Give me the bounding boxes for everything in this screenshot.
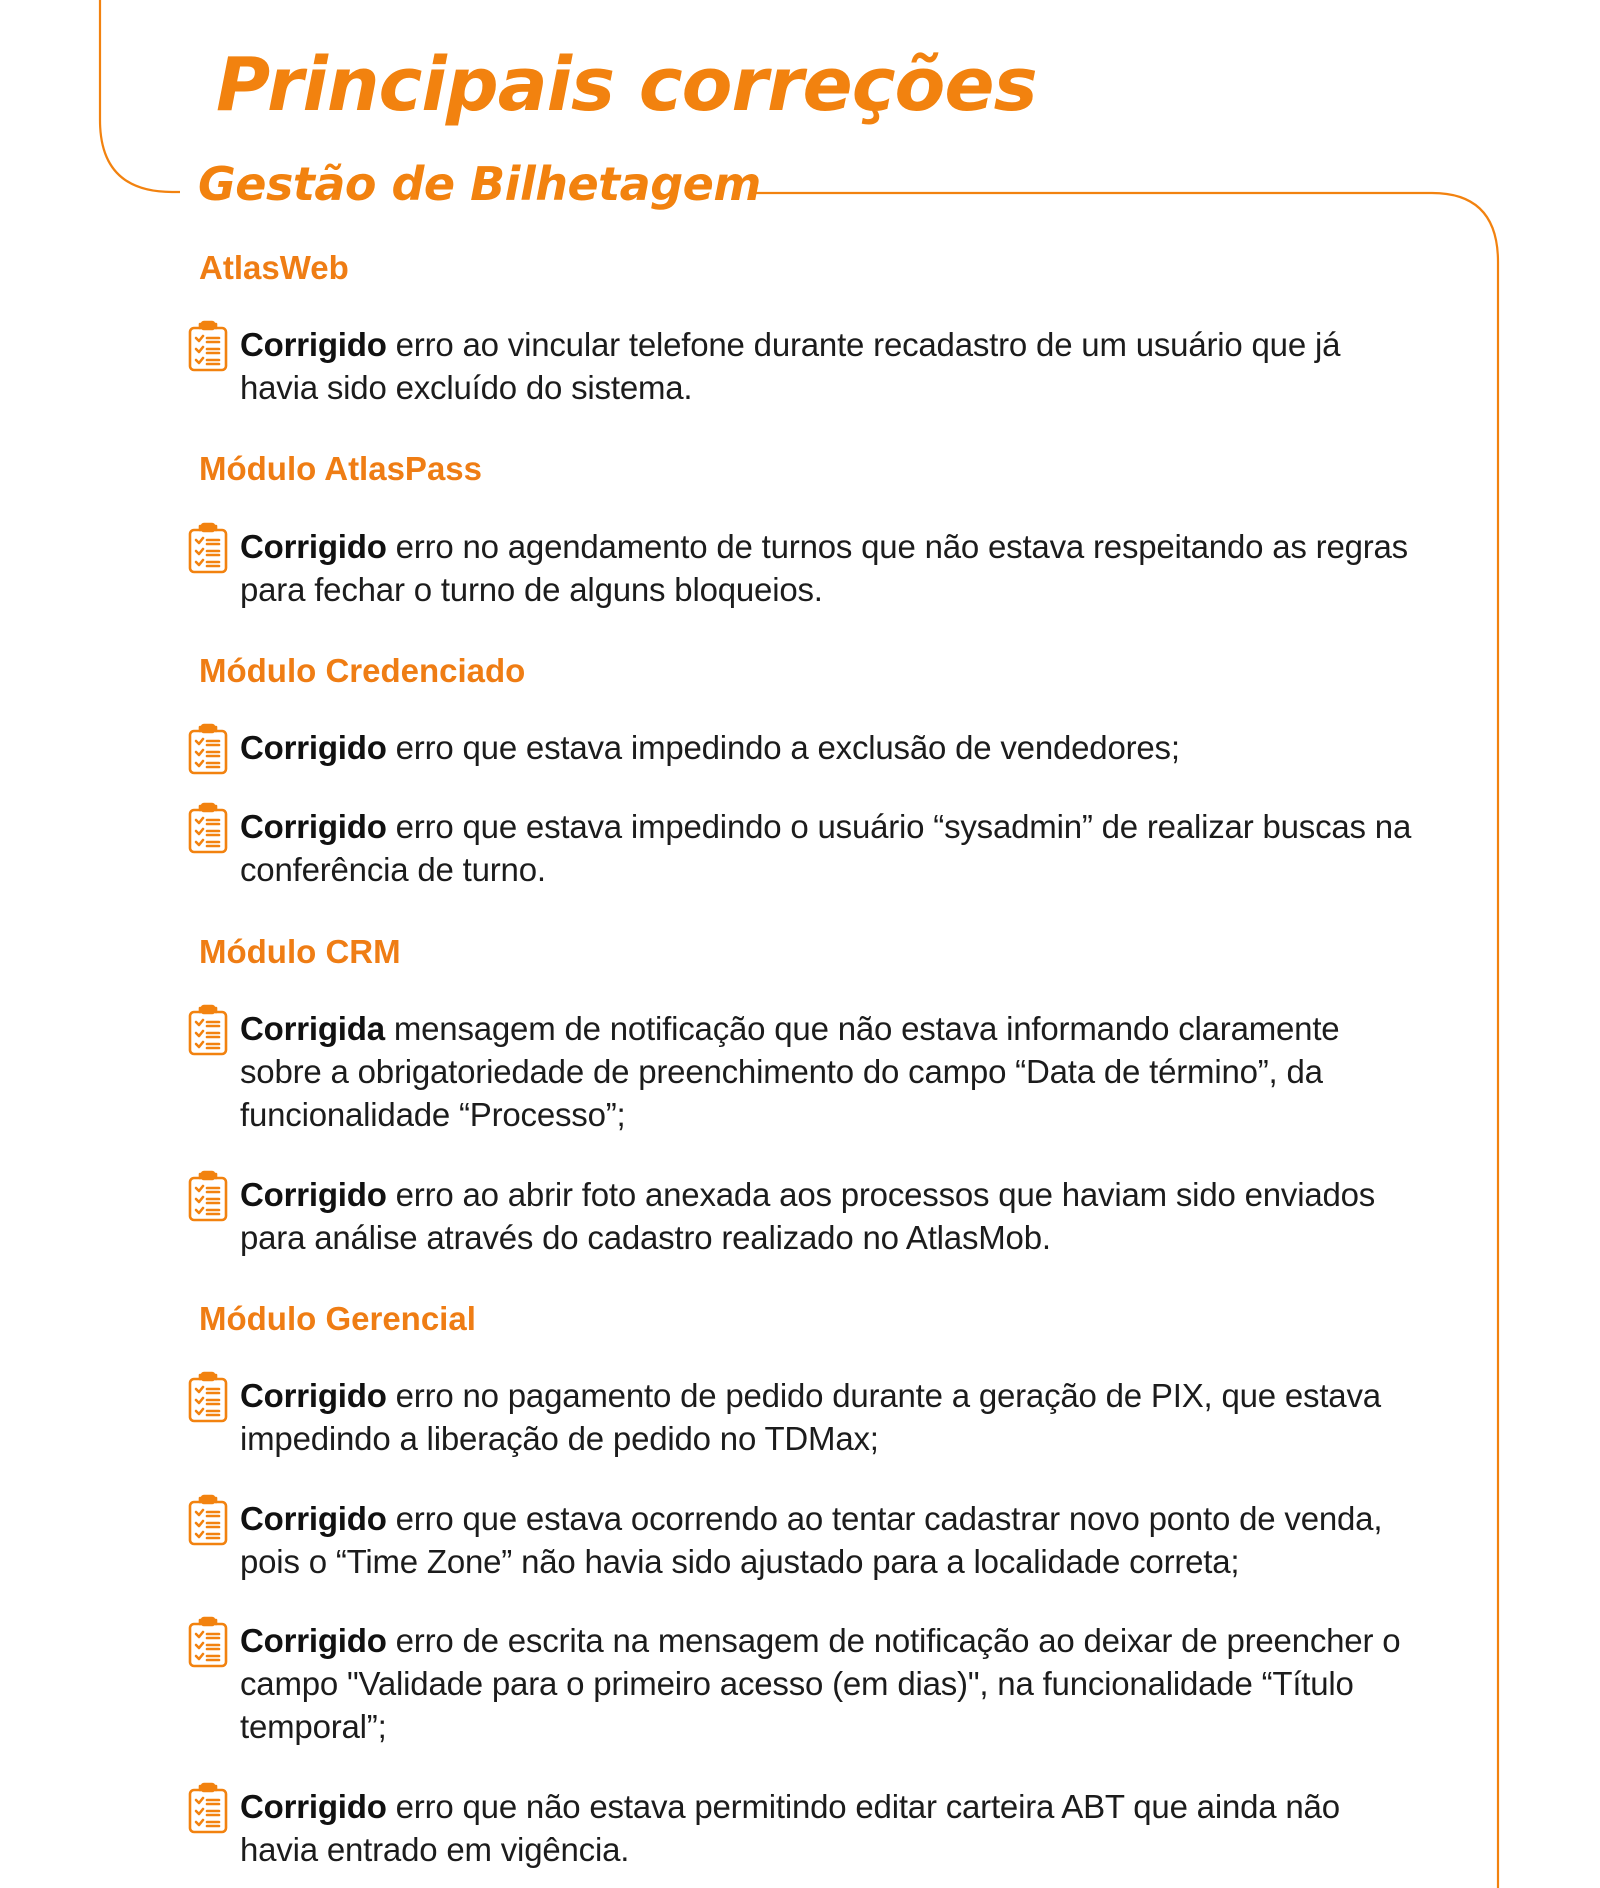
- item-lead: Corrigido: [240, 528, 387, 565]
- clipboard-checklist-icon: [186, 1782, 230, 1834]
- item-lead: Corrigido: [240, 1377, 387, 1414]
- item-lead: Corrigido: [240, 1176, 387, 1213]
- item-body: erro que estava impedindo o usuário “sysadmin” de realizar buscas na conferência de turno.: [240, 808, 1412, 888]
- item-text: [240, 1497, 1420, 1583]
- section-title: Módulo CRM: [199, 933, 401, 970]
- clipboard-checklist-icon: [186, 1494, 230, 1546]
- item-text: [240, 1007, 1420, 1136]
- item-text: [240, 525, 1420, 611]
- clipboard-checklist-icon: [186, 1616, 230, 1668]
- item-body: erro no agendamento de turnos que não estava respeitando as regras para fechar o turno de alguns bloqueios.: [240, 528, 1408, 608]
- item-body: erro no pagamento de pedido durante a geração de PIX, que estava impedindo a liberação de pedido no TDMax;: [240, 1377, 1381, 1457]
- item-lead: Corrigido: [240, 808, 387, 845]
- section-title: Módulo AtlasPass: [199, 450, 482, 487]
- item-lead: Corrigido: [240, 326, 387, 363]
- item-text: [240, 1785, 1420, 1871]
- item-lead: Corrigido: [240, 729, 387, 766]
- item-text: [240, 1619, 1420, 1748]
- item-body: erro que estava impedindo a exclusão de vendedores;: [386, 729, 1180, 766]
- page-subtitle: Gestão de Bilhetagem: [198, 157, 761, 211]
- item-body: erro ao vincular telefone durante recadastro de um usuário que já havia sido excluído do sistema.: [240, 326, 1341, 406]
- section-title: Módulo Gerencial: [199, 1300, 476, 1337]
- item-text: [240, 323, 1420, 409]
- item-text: [240, 1173, 1420, 1259]
- clipboard-checklist-icon: [186, 522, 230, 574]
- item-lead: Corrigido: [240, 1788, 387, 1825]
- item-text: [240, 805, 1420, 891]
- clipboard-checklist-icon: [186, 802, 230, 854]
- item-lead: Corrigido: [240, 1500, 387, 1537]
- item-text: [240, 1374, 1420, 1460]
- section-title: AtlasWeb: [199, 249, 349, 286]
- item-text: [240, 726, 1420, 769]
- item-body: erro que não estava permitindo editar carteira ABT que ainda não havia entrado em vigência.: [240, 1788, 1340, 1868]
- clipboard-checklist-icon: [186, 1371, 230, 1423]
- clipboard-checklist-icon: [186, 1170, 230, 1222]
- item-body: mensagem de notificação que não estava informando claramente sobre a obrigatoriedade de preenchimento do campo “Data de término”, da funcionalidade “Processo”;: [240, 1010, 1340, 1133]
- item-lead: Corrigida: [240, 1010, 385, 1047]
- clipboard-checklist-icon: [186, 723, 230, 775]
- item-body: erro de escrita na mensagem de notificação ao deixar de preencher o campo "Validade para o primeiro acesso (em dias)", na funcionalidade “Título temporal”;: [240, 1622, 1401, 1745]
- item-body: erro que estava ocorrendo ao tentar cadastrar novo ponto de venda, pois o “Time Zone” não havia sido ajustado para a localidade correta;: [240, 1500, 1383, 1580]
- item-body: erro ao abrir foto anexada aos processos que haviam sido enviados para análise através do cadastro realizado no AtlasMob.: [240, 1176, 1376, 1256]
- clipboard-checklist-icon: [186, 320, 230, 372]
- item-lead: Corrigido: [240, 1622, 387, 1659]
- page-title: Principais correções: [216, 42, 1037, 128]
- clipboard-checklist-icon: [186, 1004, 230, 1056]
- section-title: Módulo Credenciado: [199, 652, 526, 689]
